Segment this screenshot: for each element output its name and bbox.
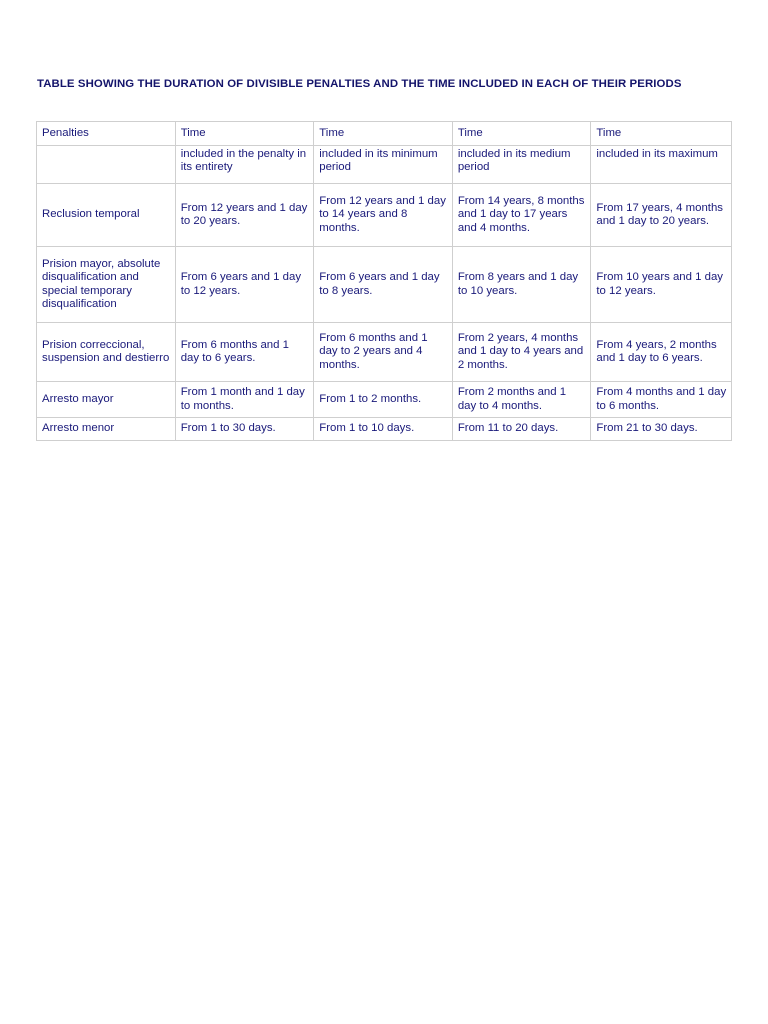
medium-cell: From 11 to 20 days. — [453, 418, 592, 440]
minimum-cell: From 1 to 2 months. — [314, 382, 453, 418]
minimum-cell: From 1 to 10 days. — [314, 418, 453, 440]
entirety-cell: From 6 months and 1 day to 6 years. — [176, 323, 315, 382]
minimum-cell: From 6 months and 1 day to 2 years and 4 months. — [314, 323, 453, 382]
subheader-cell-medium: included in its medium period — [453, 146, 592, 184]
table-row — [37, 323, 731, 382]
column-header-time-maximum: Time — [591, 122, 731, 146]
table-row — [37, 382, 731, 418]
column-header-time-minimum: Time — [314, 122, 453, 146]
penalties-table — [36, 121, 732, 441]
maximum-cell: From 17 years, 4 months and 1 day to 20 years. — [591, 184, 731, 247]
table-subheader-row — [37, 146, 731, 184]
column-header-penalties: Penalties — [37, 122, 176, 146]
minimum-cell: From 6 years and 1 day to 8 years. — [314, 247, 453, 323]
minimum-cell: From 12 years and 1 day to 14 years and 8 months. — [314, 184, 453, 247]
medium-cell: From 2 months and 1 day to 4 months. — [453, 382, 592, 418]
penalty-name-cell: Prision correccional, suspension and destierro — [37, 323, 176, 382]
table-row — [37, 247, 731, 323]
page-title: TABLE SHOWING THE DURATION OF DIVISIBLE PENALTIES AND THE TIME INCLUDED IN EACH OF THEIR PERIODS — [37, 78, 682, 90]
medium-cell: From 2 years, 4 months and 1 day to 4 years and 2 months. — [453, 323, 592, 382]
entirety-cell: From 1 month and 1 day to months. — [176, 382, 315, 418]
medium-cell: From 8 years and 1 day to 10 years. — [453, 247, 592, 323]
maximum-cell: From 4 years, 2 months and 1 day to 6 years. — [591, 323, 731, 382]
maximum-cell: From 4 months and 1 day to 6 months. — [591, 382, 731, 418]
subheader-cell-maximum: included in its maximum — [591, 146, 731, 184]
penalty-name-cell: Arresto menor — [37, 418, 176, 440]
penalty-name-cell: Prision mayor, absolute disqualification and special temporary disqualification — [37, 247, 176, 323]
subheader-cell-minimum: included in its minimum period — [314, 146, 453, 184]
subheader-cell-entirety: included in the penalty in its entirety — [176, 146, 315, 184]
column-header-time-entirety: Time — [176, 122, 315, 146]
entirety-cell: From 1 to 30 days. — [176, 418, 315, 440]
table-row — [37, 184, 731, 247]
medium-cell: From 14 years, 8 months and 1 day to 17 years and 4 months. — [453, 184, 592, 247]
penalty-name-cell: Reclusion temporal — [37, 184, 176, 247]
maximum-cell: From 10 years and 1 day to 12 years. — [591, 247, 731, 323]
column-header-time-medium: Time — [453, 122, 592, 146]
table-header-row — [37, 122, 731, 146]
penalty-name-cell: Arresto mayor — [37, 382, 176, 418]
entirety-cell: From 12 years and 1 day to 20 years. — [176, 184, 315, 247]
subheader-cell-penalties — [37, 146, 176, 184]
entirety-cell: From 6 years and 1 day to 12 years. — [176, 247, 315, 323]
table-row — [37, 418, 731, 440]
maximum-cell: From 21 to 30 days. — [596, 422, 698, 435]
